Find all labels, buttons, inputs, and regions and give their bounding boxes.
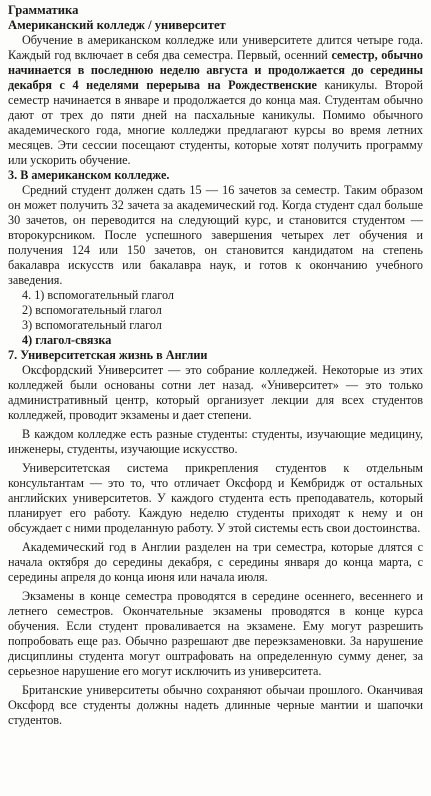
section-7-paragraph-6: Британские университеты обычно сохраняют обычаи прошлого. Оканчивая Оксфорд все студенты должны надеть длинные черные мантии и шапочки студентов. <box>8 683 423 727</box>
section-3-paragraph: Средний студент должен сдать 15 — 16 зачетов за семестр. Таким образом он может получить 32 зачета за академический год. Когда студент сдал больше 30 зачетов, он переводится на следующий курс, и становится студентом — второкурсником. После успешного завершения четырех лет обучения и получения 124 или 150 зачетов, он становится кандидатом на степень бакалавра искусств или бакалавра наук, и готов к окончанию учебного заведения. <box>8 183 423 287</box>
section-7-heading: 7. Университетская жизнь в Англии <box>8 348 208 362</box>
section-7-paragraph-3: Университетская система прикрепления студентов к отдельным консультантам — это то, что отличает Оксфорд и Кембридж от остальных английских университетов. У каждого студента есть преподаватель, который планирует его работу. Каждую неделю студенты приходят к нему и он обсуждает с ними проделанную работу. У этой системы есть свои достоинства. <box>8 461 423 535</box>
intro-paragraph <box>8 33 423 168</box>
section-7-paragraph-1: Оксфордский Университет — это собрание колледжей. Некоторые из этих колледжей были основаны сотни лет назад. «Университет» — это только административный центр, который организует лекции для всех студентов колледжей, проводит экзамены и дает степени. <box>8 363 423 422</box>
intro-text-a: Обучение в американском колледже или университете длится четыре года. Каждый год включает в себя два семестра. Первый, осенний <box>8 33 423 62</box>
list-item: 3) вспомогательный глагол <box>22 318 162 332</box>
list-item: 4) глагол-связка <box>22 333 112 347</box>
intro-text-b: семестр, обычно начинается в последнюю неделю августа и продолжается до середины декабря с 4 неделями перерыва на Рождественские <box>8 48 423 92</box>
intro-text-c: каникулы. Второй семестр начинается в январе и продолжается до конца мая. Студентам обычно дают от трех до пяти дней на пасхальные каникулы. Помимо обычного академического года, многие колледжи предлагают курсы во время летних месяцев. Эти сессии посещают студенты, которые хотят получить программу или ускорить обучение. <box>8 78 423 167</box>
section-7-paragraph-4: Академический год в Англии разделен на три семестра, которые длятся с начала октября до середины декабря, с середины января до конца марта, с середины апреля до конца июня или начала июля. <box>8 540 423 584</box>
list-item: 4. 1) вспомогательный глагол <box>22 288 174 302</box>
section-7-paragraph-5: Экзамены в конце семестра проводятся в середине осеннего, весеннего и летнего семестров. Окончательные экзамены проводятся в конце курса обучения. Если студент проваливается на экзамене. Ему могут разрешить попробовать еще раз. Обычно разрешают две переэкзаменовки. За нарушение дисциплины студента могут оштрафовать на определенную сумму денег, за серьезное нарушение его могут исключить из университета. <box>8 589 423 678</box>
section-heading: Грамматика <box>8 3 79 17</box>
page-title: Американский колледж / университет <box>8 18 226 32</box>
section-7-paragraph-2: В каждом колледже есть разные студенты: студенты, изучающие медицину, инженеры, студенты, изучающие искусство. <box>8 427 423 456</box>
list-item: 2) вспомогательный глагол <box>22 303 162 317</box>
section-3-heading: 3. В американском колледже. <box>8 168 170 182</box>
